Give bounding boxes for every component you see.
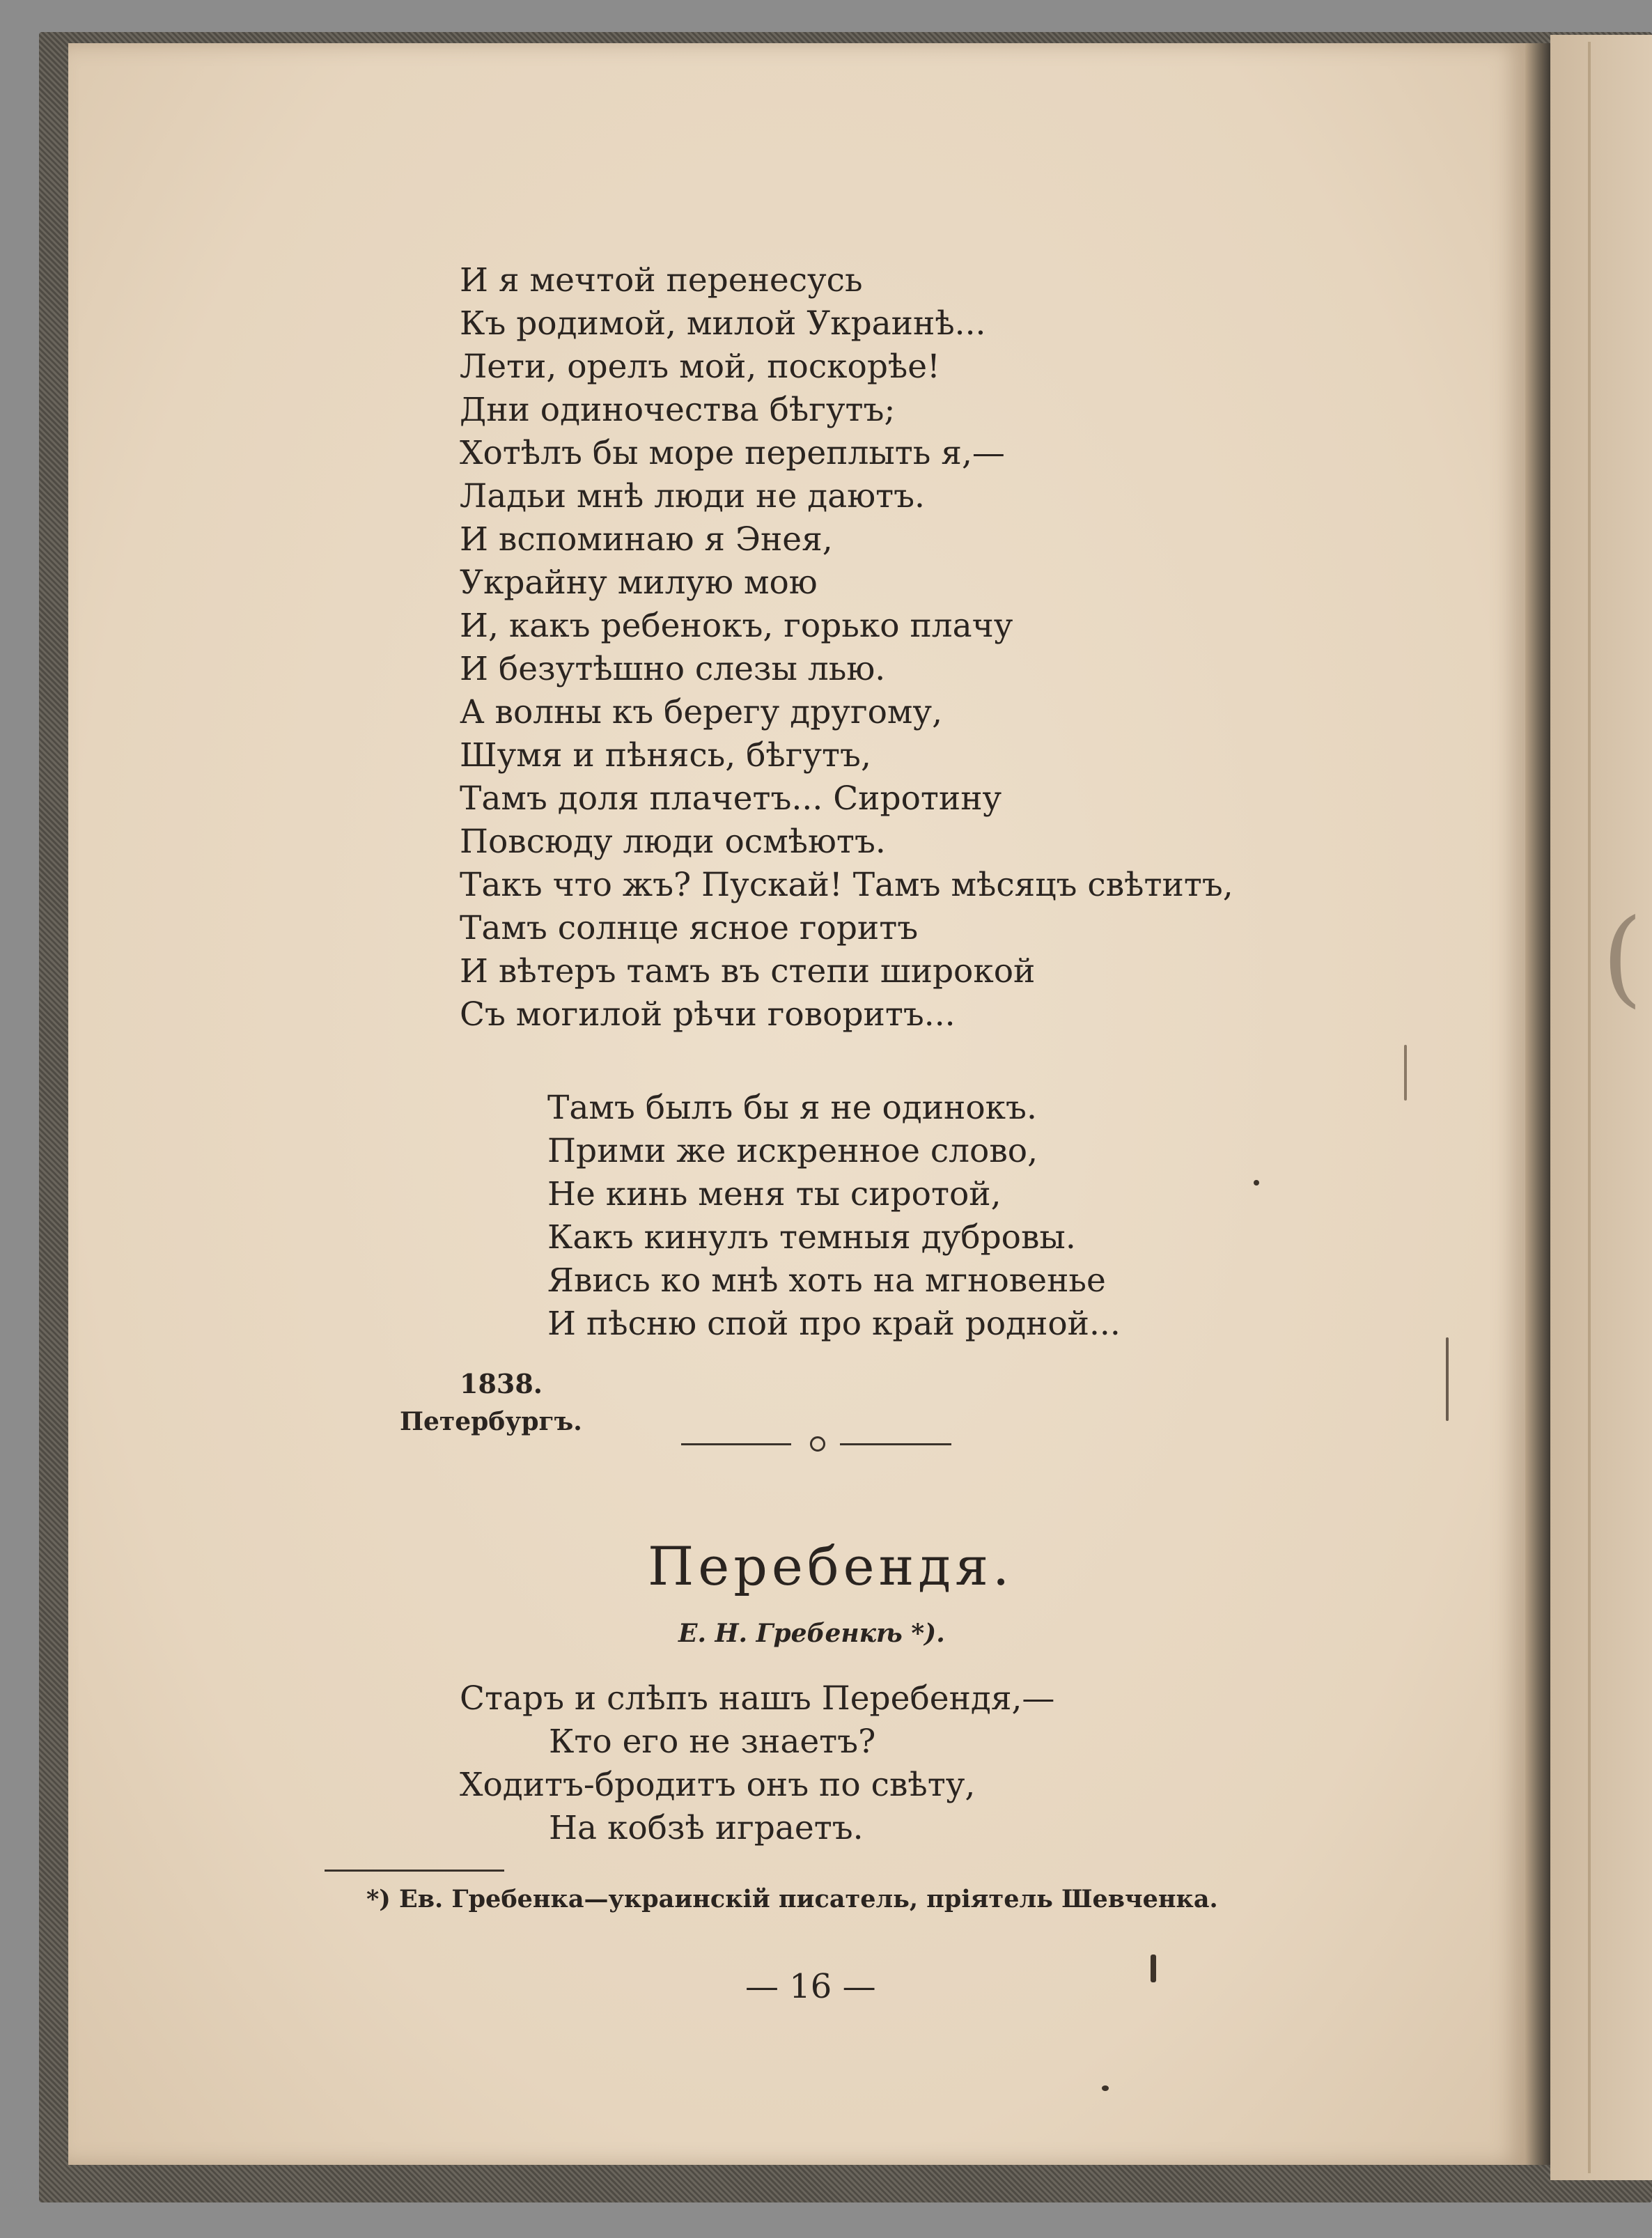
poem-line: И вѣтеръ тамъ въ степи широкой xyxy=(460,952,1036,990)
page-crease xyxy=(1446,1337,1449,1421)
poem-line: Повсюду люди осмѣютъ. xyxy=(460,823,886,861)
book-gutter xyxy=(1525,43,1550,2165)
poem-line: Какъ кинулъ темныя дубровы. xyxy=(547,1218,1076,1257)
section-divider-right xyxy=(840,1443,951,1445)
poem-line: А волны къ берегу другому, xyxy=(460,693,943,731)
poem-line: Къ родимой, милой Украинѣ... xyxy=(460,304,986,343)
date-place: Петербургъ. xyxy=(400,1407,582,1436)
poem-stanza-1 xyxy=(460,259,1233,1036)
poem-line: Старъ и слѣпъ нашъ Перебендя,— xyxy=(460,1679,1055,1718)
poem-line: Хотѣлъ бы море переплыть я,— xyxy=(460,434,1005,472)
dedication: Е. Н. Гребенкѣ *). xyxy=(678,1619,945,1648)
poem-line: Тамъ доля плачетъ... Сиротину xyxy=(460,779,1002,818)
poem-line: Явись ко мнѣ хоть на мгновенье xyxy=(547,1261,1106,1300)
poem-stanza-3 xyxy=(460,1677,1054,1850)
poem-line: Ладьи мнѣ люди не даютъ. xyxy=(460,477,925,515)
poem-line: И безутѣшно слезы лью. xyxy=(460,650,886,688)
poem-line: Тамъ былъ бы я не одинокъ. xyxy=(547,1089,1037,1127)
ink-speck xyxy=(1102,2085,1109,2091)
poem-line: Лети, орелъ мой, поскорѣе! xyxy=(460,348,940,386)
date-year: 1838. xyxy=(460,1368,543,1399)
poem-stanza-2 xyxy=(547,1087,1121,1346)
facing-page-edge xyxy=(1550,35,1652,2180)
facing-page-fold xyxy=(1588,42,1591,2173)
poem-line: Кто его не знаетъ? xyxy=(549,1723,876,1761)
poem-line: И, какъ ребенокъ, горько плачу xyxy=(460,607,1013,645)
page-number: — 16 — xyxy=(745,1967,876,2006)
poem-line: На кобзѣ играетъ. xyxy=(549,1809,864,1847)
poem-line: И я мечтой перенесусь xyxy=(460,261,863,300)
poem-line: Не кинь меня ты сиротой, xyxy=(547,1175,1002,1213)
section-title: Перебендя. xyxy=(648,1535,1014,1597)
ink-speck xyxy=(1254,1180,1259,1186)
poem-line: И вспоминаю я Энея, xyxy=(460,520,833,559)
section-divider-ornament xyxy=(810,1436,825,1452)
handwritten-mark: ( xyxy=(1602,897,1643,1018)
footnote-rule xyxy=(325,1870,504,1872)
poem-line: Шумя и пѣнясь, бѣгутъ, xyxy=(460,736,871,775)
footnote: *) Ев. Гребенка—украинскій писатель, пріятель Шевченка. xyxy=(366,1885,1218,1913)
poem-line: Украйну милую мою xyxy=(460,564,818,602)
section-divider-left xyxy=(681,1443,791,1445)
ink-mark xyxy=(1151,1955,1156,1982)
poem-line: Съ могилой рѣчи говоритъ... xyxy=(460,995,956,1034)
poem-line: И пѣсню спой про край родной... xyxy=(547,1305,1121,1343)
poem-line: Дни одиночества бѣгутъ; xyxy=(460,391,896,429)
poem-line: Тамъ солнце ясное горитъ xyxy=(460,909,919,947)
poem-line: Ходитъ-бродитъ онъ по свѣту, xyxy=(460,1766,976,1804)
page-crease xyxy=(1404,1045,1407,1101)
poem-line: Такъ что жъ? Пускай! Тамъ мѣсяцъ свѣтитъ, xyxy=(460,866,1233,904)
poem-line: Прими же искренное слово, xyxy=(547,1132,1038,1170)
